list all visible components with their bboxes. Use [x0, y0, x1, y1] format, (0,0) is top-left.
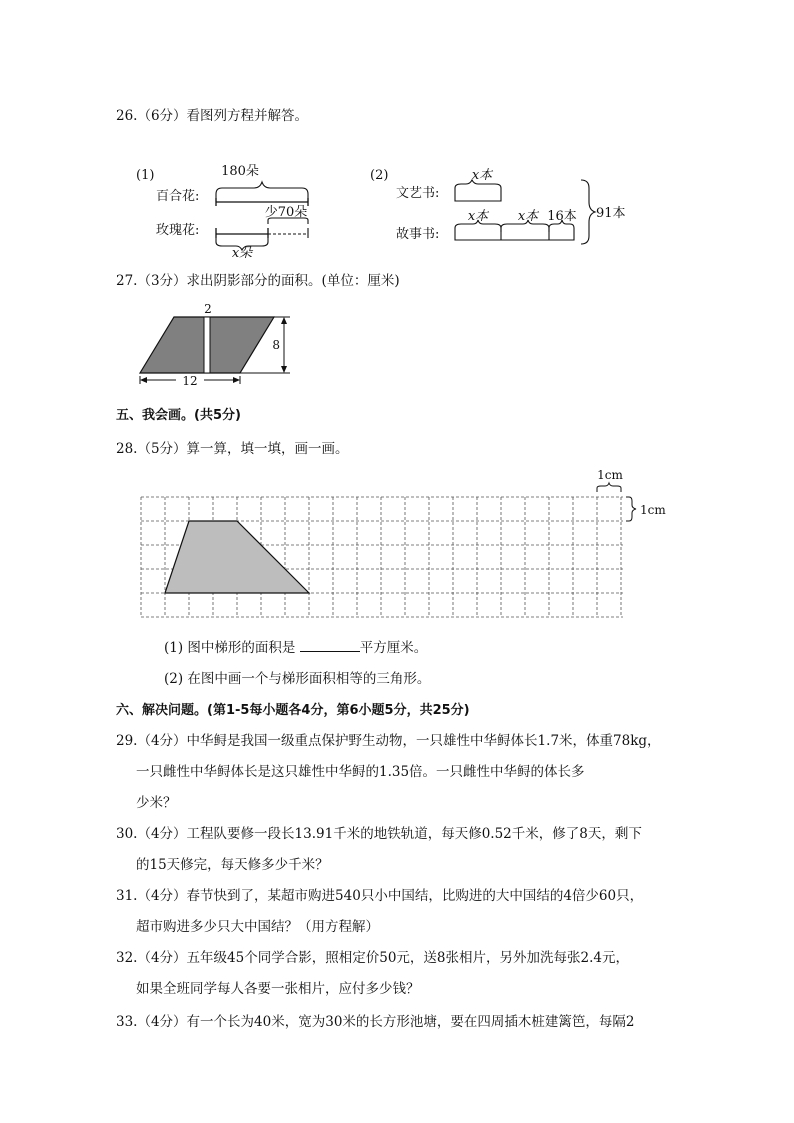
q28-trapezoid [165, 521, 309, 593]
q29-line1: 29.（4分）中华鲟是我国一级重点保护野生动物，一只雄性中华鲟体长1.7米，体重78kg， [116, 733, 661, 749]
q26-d2-sum: 91本 [596, 206, 626, 221]
q27-parallelogram [132, 300, 302, 390]
q28-grid-figure [138, 462, 678, 622]
q26-d1-rose: 玫瑰花: [156, 223, 200, 238]
q26-d1-lily: 百合花: [156, 189, 200, 204]
q27-top-label: 2 [204, 302, 212, 316]
q27-base-label: 12 [182, 374, 198, 388]
q26-d1-less: 少70朵 [264, 205, 308, 220]
q26-d1-x: x朵 [231, 246, 253, 258]
section6-title: 六、解决问题。(第1-5每小题各4分，第6小题5分，共25分) [116, 703, 470, 718]
q28-sub1-text-a: (1) 图中梯形的面积是 [164, 640, 296, 656]
section5-title: 五、我会画。(共5分) [116, 408, 241, 423]
q30-line1: 30.（4分）工程队要修一段长13.91千米的地铁轨道，每天修0.52千米，修了8天，剩下 [116, 826, 642, 842]
q29-line3: 少米？ [136, 795, 177, 811]
q30-line2: 的15天修完，每天修多少千米？ [136, 857, 329, 873]
q26-d2-story: 故事书: [396, 227, 440, 242]
q27-title: 27.（3分）求出阴影部分的面积。(单位：厘米) [116, 273, 400, 289]
q31-line2: 超市购进多少只大中国结？（用方程解） [136, 919, 379, 935]
q26-d1-num: (1) [136, 168, 155, 183]
q26-title: 26.（6分）看图列方程并解答。 [116, 108, 309, 124]
q27-height-label: 8 [272, 338, 280, 352]
q32-line1: 32.（4分）五年级45个同学合影，照相定价50元，送8张相片，另外加洗每张2.4元， [116, 950, 629, 966]
q26-d2-x3: x本 [517, 209, 539, 224]
q26-d2-extra: 16本 [547, 209, 577, 224]
q26-d2-x1: x本 [471, 168, 493, 183]
q28-sub2: (2) 在图中画一个与梯形面积相等的三角形。 [164, 671, 431, 687]
q28-title: 28.（5分）算一算，填一填，画一画。 [116, 441, 349, 457]
q31-line1: 31.（4分）春节快到了，某超市购进540只小中国结，比购进的大中国结的4倍少60只， [116, 888, 644, 904]
q29-line2: 一只雌性中华鲟体长是这只雄性中华鲟的1.35倍。一只雌性中华鲟的体长多 [136, 764, 585, 780]
q26-d1-total: 180朵 [221, 164, 259, 179]
q32-line2: 如果全班同学每人各要一张相片，应付多少钱？ [136, 981, 420, 997]
q28-sub1 [164, 636, 427, 656]
q26-d2-x2: x本 [467, 209, 489, 224]
q28-unit-height: 1cm [640, 503, 666, 517]
q26-d2-lit: 文艺书: [396, 186, 440, 201]
q33-line1: 33.（4分）有一个长为40米，宽为30米的长方形池塘，要在四周插木桩建篱笆，每隔2 [116, 1014, 635, 1030]
q28-unit-width: 1cm [597, 468, 623, 482]
q26-diagrams [130, 158, 650, 258]
q28-answer-blank[interactable] [300, 639, 360, 652]
q28-sub1-text-b: 平方厘米。 [359, 640, 428, 656]
q26-d2-num: (2) [370, 168, 389, 183]
